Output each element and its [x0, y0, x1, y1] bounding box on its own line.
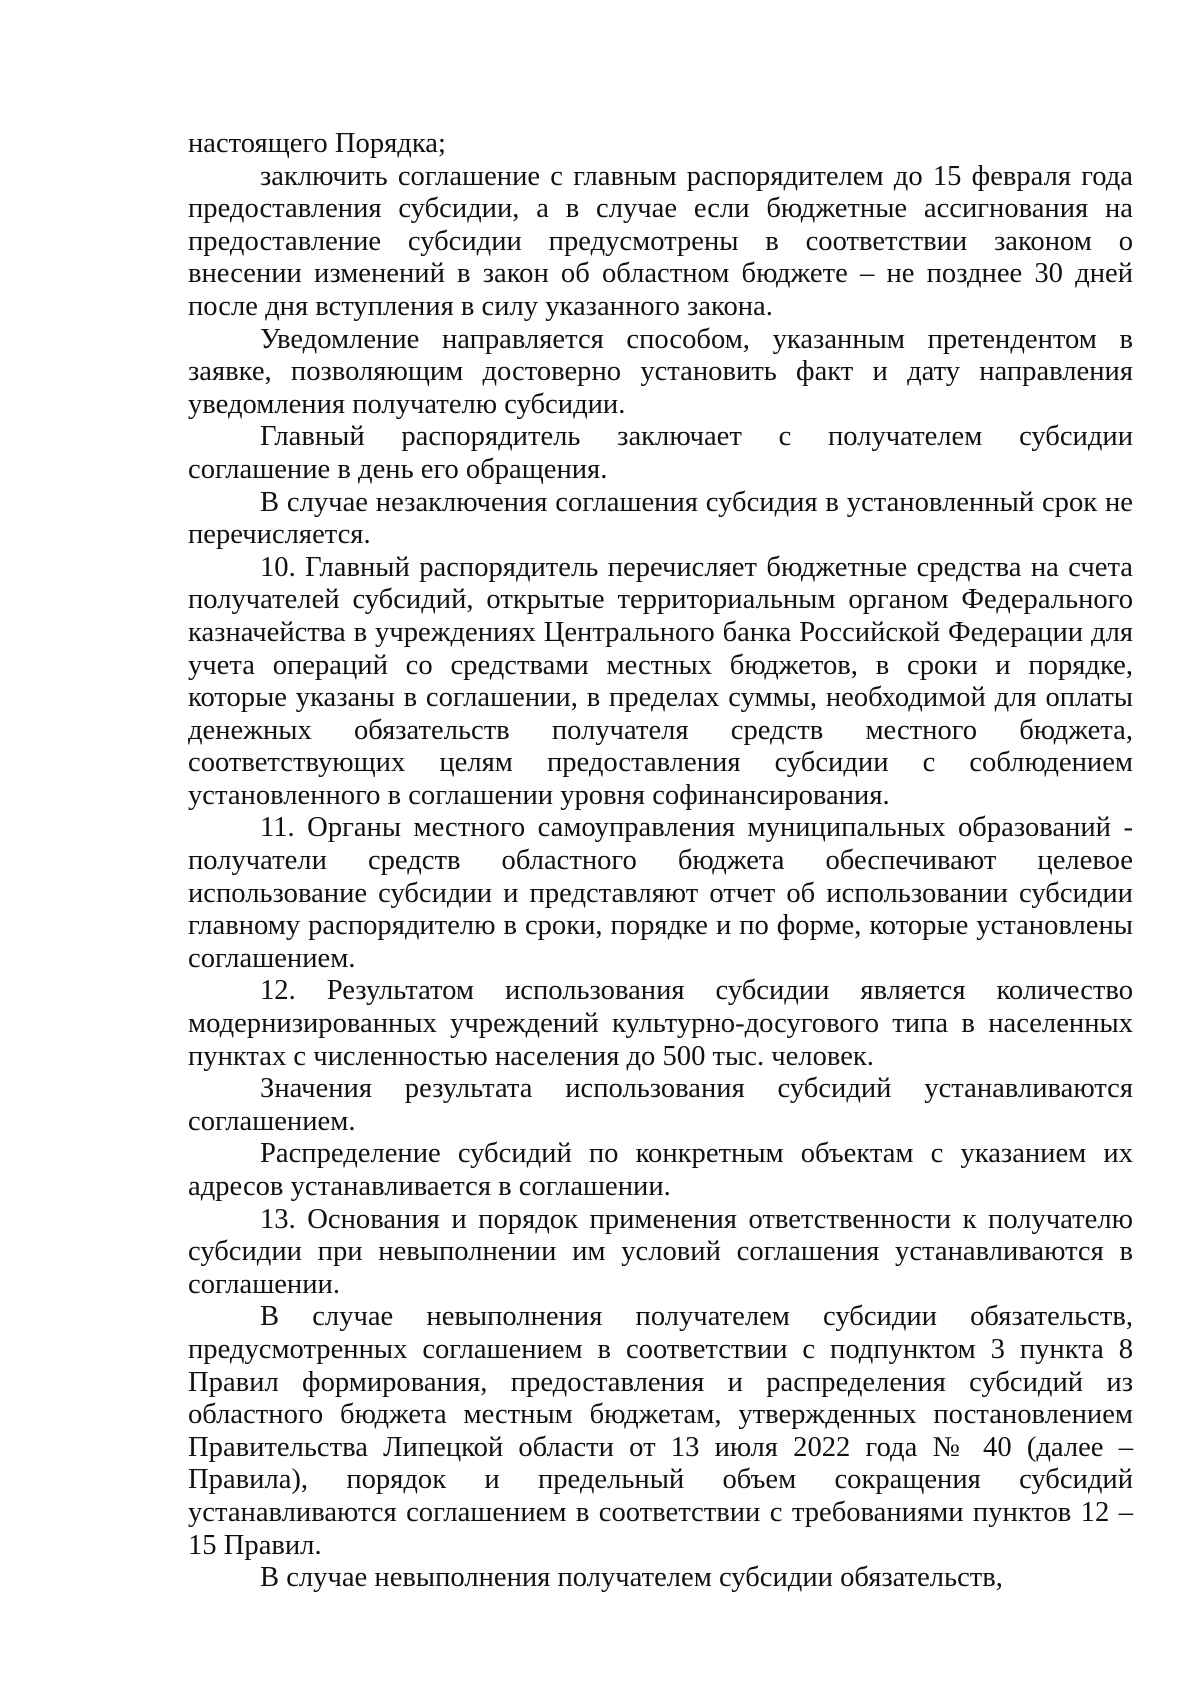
paragraph-non-fulfillment-continued: В случае невыполнения получателем субсидии обязательств,: [260, 1562, 1003, 1594]
paragraph-notification-method: Уведомление направляется способом, указанным претендентом в заявке, позволяющим достоверно установить факт и дату направления уведомления получателю субсидии.: [188, 323, 1133, 420]
paragraph-continuation: настоящего Порядка;: [188, 128, 446, 159]
paragraph-agreement-deadline: заключить соглашение с главным распорядителем до 15 февраля года предоставления субсидии, а в случае если бюджетные ассигнования на предоставление субсидии предусмотрены в соответствии законом о внесении изменений в закон об областном бюджете – не позднее 30 дней после дня вступления в силу указанного закона.: [188, 160, 1133, 322]
paragraph-item-12: 12. Результатом использования субсидии является количество модернизированных учреждений культурно-досугового типа в населенных пунктах с численностью населения до 500 тыс. человек.: [188, 975, 1133, 1072]
paragraph-agreement-conclusion: Главный распорядитель заключает с получателем субсидии соглашение в день его обращения.: [188, 421, 1133, 485]
paragraph-non-fulfillment-rules: В случае невыполнения получателем субсидии обязательств, предусмотренных соглашением в соответствии с подпунктом 3 пункта 8 Правил формирования, предоставления и распределения субсидий из областного бюджета местным бюджетам, утвержденных постановлением Правительства Липецкой области от 13 июля 2022 года № 40 (далее – Правила), порядок и предельный объем сокращения субсидий устанавливаются соглашением в соответствии с требованиями пунктов 12 – 15 Правил.: [188, 1301, 1133, 1561]
paragraph-item-10: 10. Главный распорядитель перечисляет бюджетные средства на счета получателей субсидий, открытые территориальным органом Федерального казначейства в учреждениях Центрального банка Российской Федерации для учета операций со средствами местных бюджетов, в сроки и порядке, которые указаны в соглашении, в пределах суммы, необходимой для оплаты денежных обязательств получателя средств местного бюджета, соответствующих целям предоставления субсидии с соблюдением установленного в соглашении уровня софинансирования.: [188, 551, 1133, 811]
paragraph-item-13: 13. Основания и порядок применения ответственности к получателю субсидии при невыполнении им условий соглашения устанавливаются в соглашении.: [188, 1203, 1133, 1300]
paragraph-item-11: 11. Органы местного самоуправления муниципальных образований - получатели средств областного бюджета обеспечивают целевое использование субсидии и представляют отчет об использовании субсидии главному распорядителю в сроки, порядке и по форме, которые установлены соглашением.: [188, 812, 1133, 974]
paragraph-result-values: Значения результата использования субсидий устанавливаются соглашением.: [188, 1073, 1133, 1137]
document-body: [188, 128, 1133, 1595]
paragraph-no-agreement: В случае незаключения соглашения субсидия в установленный срок не перечисляется.: [188, 486, 1133, 551]
paragraph-distribution: Распределение субсидий по конкретным объектам с указанием их адресов устанавливается в соглашении.: [188, 1138, 1133, 1202]
